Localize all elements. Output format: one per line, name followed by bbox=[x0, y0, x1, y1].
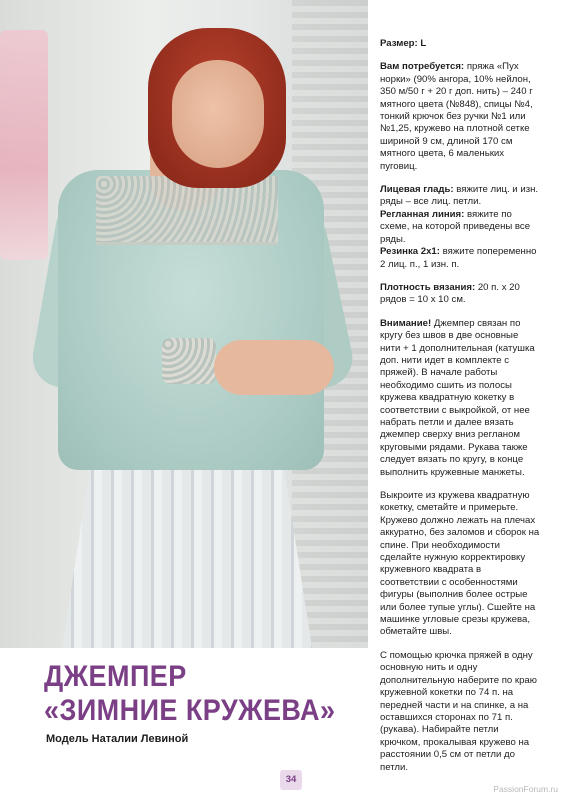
size-label: Размер: bbox=[380, 38, 418, 49]
watermark: PassionForum.ru bbox=[493, 784, 558, 794]
stitch-1-label: Лицевая гладь: bbox=[380, 184, 454, 196]
title-line-2: «ЗИМНИЕ КРУЖЕВА» bbox=[44, 694, 336, 727]
page-number: 34 bbox=[280, 770, 302, 790]
stitch-3-text: вяжите попеременно 2 лиц. п., 1 изн. п. bbox=[380, 246, 537, 270]
gauge-text: 20 п. х 20 рядов = 10 х 10 см. bbox=[380, 281, 520, 306]
stitch-1 bbox=[380, 184, 540, 209]
materials bbox=[380, 61, 540, 173]
title-line-1: ДЖЕМПЕР bbox=[44, 660, 187, 693]
paragraph-3: С помощью крючка пряжей в одну основную нить и одну дополнительную наберите по краю кружевной кокетки по 74 п. на передней части и на спинке, а на оставшихся сторонах по 71 п. (рукава). Набирайте петли крючком, прокалывая кружево на расстоянии 0,5 см от петли до петли. bbox=[380, 649, 537, 773]
stitch-2 bbox=[380, 209, 540, 246]
stitch-3-label: Резинка 2х1: bbox=[380, 246, 440, 258]
stitch-2-label: Регланная линия: bbox=[380, 208, 465, 220]
instructions-column bbox=[380, 38, 540, 785]
title-block bbox=[44, 660, 364, 745]
stitch-2-text: вяжите по схеме, на которой приведены все ряды. bbox=[380, 208, 531, 245]
gauge bbox=[380, 282, 540, 307]
attention bbox=[380, 318, 540, 479]
stitch-3 bbox=[380, 246, 540, 271]
hands bbox=[214, 340, 334, 395]
size-value: L bbox=[420, 38, 427, 49]
materials-text: пряжа «Пух норки» (90% ангора, 10% нейлон, 350 м/50 г + 20 г доп. нить) – 240 г мятного цвета (№848), спицы №4, тонкий крючок без ручки №1 или №1,25, кружево на плотной сетке шириной 9 см, длиной 170 см мятного цвета, 6 маленьких пуговиц. bbox=[380, 61, 533, 172]
attention-label: Внимание! bbox=[380, 317, 432, 329]
size-line bbox=[380, 38, 540, 50]
paragraph-2: Выкроите из кружева квадратную кокетку, сметайте и примерьте. Кружево должно лежать на плечах аккуратно, без заломов и сборок на спине. При необходимости сделайте нужную корректировку кружевного квадрата в соответствии с особенностями фигуры (выполнив более острые или более тупые углы). Сшейте на машинке угловые срезы кружева, обметайте швы. bbox=[380, 490, 540, 638]
face bbox=[172, 60, 264, 168]
gauge-label: Плотность вязания: bbox=[380, 281, 476, 293]
stitch-1-text: вяжите лиц. и изн. ряды – все лиц. петли. bbox=[380, 184, 539, 208]
author-credit: Модель Наталии Левиной bbox=[46, 733, 189, 745]
attention-text: Джемпер связан по кругу без швов в две основные нити + 1 дополнительная (катушка доп. нити идет в комплекте с пряжей). В начале работы необходимо сшить из полосы кружева квадратную кокетку в соответствии с выкройкой, от нее набрать петли и далее вязать джемпер сверху вниз регланом круговыми рядами. Рукава также следует вязать по кругу, в конце выполнить кружевные манжеты. bbox=[380, 317, 535, 478]
lace-cuff bbox=[162, 338, 216, 384]
materials-label: Вам потребуется: bbox=[380, 61, 465, 73]
pleated-skirt bbox=[62, 455, 312, 648]
background-flowers bbox=[0, 30, 48, 260]
